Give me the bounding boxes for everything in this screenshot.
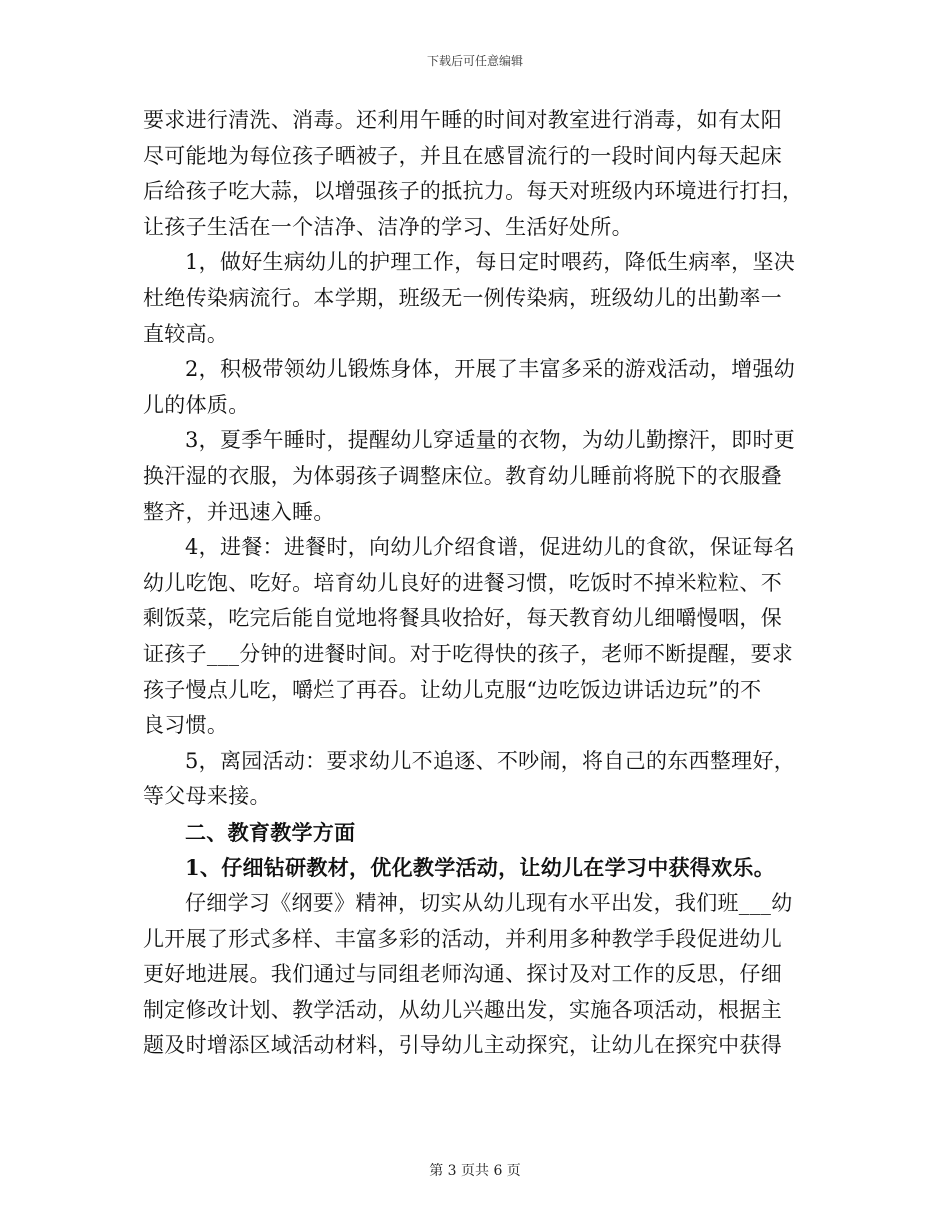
paragraph-line: 要求进行清洗、消毒。还利用午睡的时间对教室进行消毒，如有太阳 [143,108,782,132]
paragraph-line: 仔细学习《纲要》精神，切实从幼儿现有水平出发，我们班___幼 [185,891,793,916]
section-heading-line: 二、教育教学方面 [185,819,356,845]
paragraph-line: 制定修改计划、教学活动，从幼儿兴趣出发，实施各项活动，根据主 [143,997,782,1022]
paragraph-line: 尽可能地为每位孩子晒被子，并且在感冒流行的一段时间内每天起床 [143,143,782,168]
paragraph-line: 良习惯。 [143,713,229,738]
paragraph-line: 等父母来接。 [143,784,271,809]
paragraph-line: 儿的体质。 [143,392,250,417]
paragraph-line: 孩子慢点儿吃，嚼烂了再吞。让幼儿克服“边吃饭边讲话边玩”的不 [143,677,762,702]
paragraph-line: 4，进餐：进餐时，向幼儿介绍食谱，促进幼儿的食欲，保证每名 [185,535,796,560]
paragraph-line: 幼儿吃饱、吃好。培育幼儿良好的进餐习惯，吃饭时不掉米粒粒、不 [143,570,782,595]
paragraph-line: 剩饭菜，吃完后能自觉地将餐具收拾好，每天教育幼儿细嚼慢咽，保 [143,606,782,631]
paragraph-line: 后给孩子吃大蒜，以增强孩子的抵抗力。每天对班级内环境进行打扫， [143,179,804,204]
paragraph-line: 2，积极带领幼儿锻炼身体，开展了丰富多采的游戏活动，增强幼 [185,357,796,382]
paragraph-line: 整齐，并迅速入睡。 [143,499,335,524]
paragraph-line: 3，夏季午睡时，提醒幼儿穿适量的衣物，为幼儿勤擦汗，即时更 [185,428,796,453]
paragraph-line: 儿开展了形式多样、丰富多彩的活动，并利用多种教学手段促进幼儿 [143,926,782,951]
paragraph-line: 杜绝传染病流行。本学期，班级无一例传染病，班级幼儿的出勤率一 [143,285,782,310]
paragraph-line: 1，做好生病幼儿的护理工作，每日定时喂药，降低生病率，坚决 [185,250,796,275]
paragraph-line: 5，离园活动：要求幼儿不追逐、不吵闹，将自己的东西整理好， [185,748,796,773]
document-body [143,103,807,1064]
paragraph-line: 让孩子生活在一个洁净、洁净的学习、生活好处所。 [143,214,633,239]
section-heading-line: 1、仔细钻研教材，优化教学活动，让幼儿在学习中获得欢乐。 [185,855,776,881]
paragraph-line: 换汗湿的衣服，为体弱孩子调整床位。教育幼儿睡前将脱下的衣服叠 [143,463,782,488]
page-footer: 第 3 页共 6 页 [429,1163,521,1179]
paragraph-line: 直较高。 [143,321,229,346]
page-header: 下载后可任意编辑 [426,54,523,68]
paragraph-line: 题及时增添区域活动材料，引导幼儿主动探究，让幼儿在探究中获得 [143,1033,782,1058]
paragraph-line: 证孩子___分钟的进餐时间。对于吃得快的孩子，老师不断提醒，要求 [143,641,794,666]
paragraph-line: 更好地进展。我们通过与同组老师沟通、探讨及对工作的反思，仔细 [143,962,782,987]
